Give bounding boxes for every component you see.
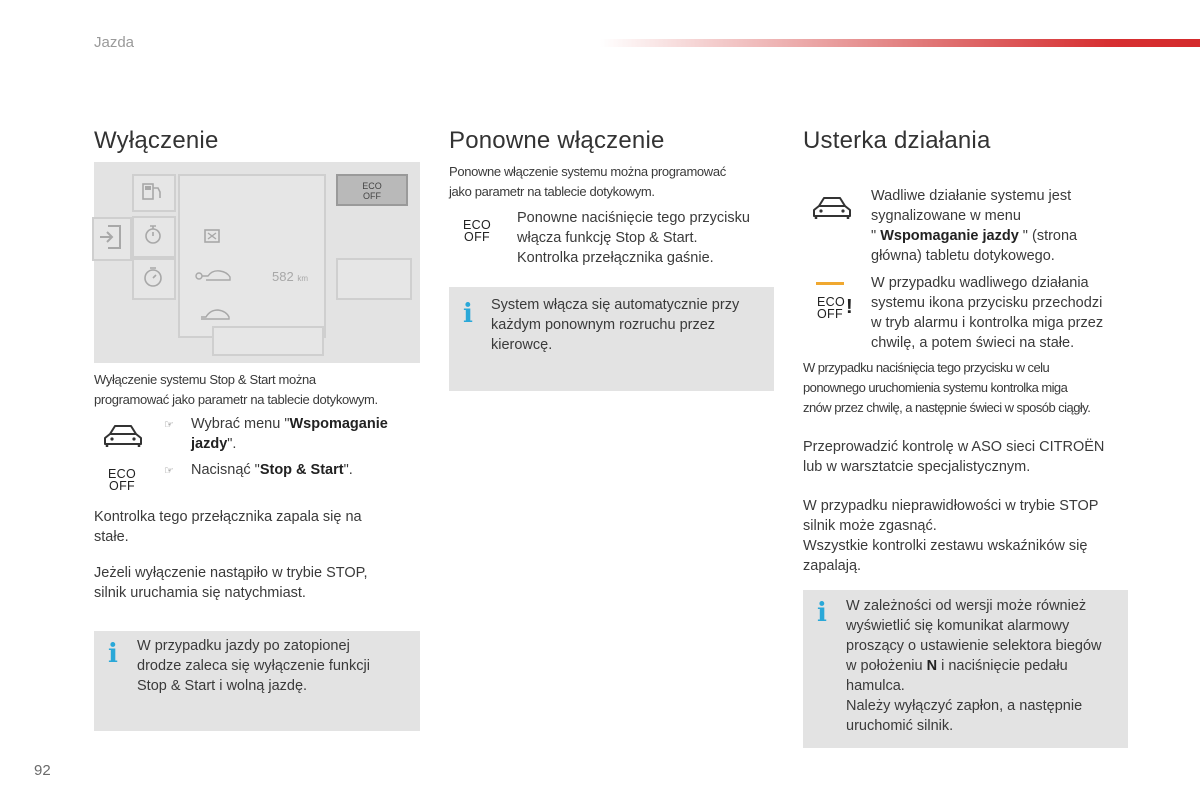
text-line: Wadliwe działanie systemu jest [871,188,1072,204]
step1-menu-name-cont: jazdy [191,436,228,452]
car-icon [101,421,145,449]
fuel-pump-icon [140,180,164,202]
col1-step2 [191,460,353,480]
step2-pre: Nacisnąć " [191,462,260,478]
info-text [491,295,739,355]
text-line: uruchomić silnik. [846,718,954,734]
car-side-icon [198,306,234,322]
text-line: silnik uruchamia się natychmiast. [94,585,306,601]
col3-paragraph-2 [871,273,1103,353]
text-line: Jeżeli wyłączenie nastąpiło w trybie STOP, [94,565,368,581]
col3-paragraph-3 [803,358,1090,418]
text-line: lub w warsztatcie specjalistycznym. [803,459,1031,475]
title-wylaczenie: Wyłączenie [94,127,219,154]
text-line: W przypadku naciśnięcia tego przycisku w celu [803,360,1050,375]
text-line: proszący o ustawienie selektora biegów [846,638,1102,654]
car-distance-icon [194,266,234,286]
screen-off-label: OFF [363,191,381,201]
text-line: stałe. [94,529,129,545]
col1-intro-line: Wyłączenie systemu Stop & Start można [94,372,316,387]
col1-intro-line: programować jako parametr na tablecie dotykowym. [94,392,378,407]
pointer-bullet-icon: ☞ [164,419,174,431]
text-fragment: i naciśnięcie pedału [937,658,1068,674]
text-line: jako parametr na tablecie dotykowym. [449,184,655,199]
text-line: System włącza się automatycznie przy [491,297,740,313]
alarm-exclamation-icon: ! [846,296,853,318]
title-usterka-dzialania: Usterka działania [803,127,991,154]
col1-paragraph-1 [94,507,362,547]
distance-readout [272,269,308,284]
menu-name: Wspomaganie jazdy [880,228,1019,244]
col3-paragraph-5 [803,496,1098,576]
step2-post: ". [343,462,353,478]
col1-paragraph-2 [94,563,367,603]
col2-paragraph [517,208,750,268]
text-fragment: " [871,228,881,244]
col2-intro [449,162,726,202]
text-line: w tryb alarmu i kontrolka miga przez [871,315,1104,331]
warning-box-icon [202,226,224,246]
text-line: silnik może zgasnąć. [803,518,937,534]
page-number: 92 [34,762,51,779]
text-line: Ponowne naciśnięcie tego przycisku [517,210,750,226]
info-text [137,636,370,696]
off-label: OFF [464,230,490,244]
section-header: Jazda [94,34,135,51]
screen-right-field [336,258,412,300]
car-icon [810,193,854,221]
text-line: ponownego uruchomienia systemu kontrolka miga [803,380,1068,395]
off-label: OFF [817,307,843,321]
screen-eco-label: ECO [362,181,382,191]
text-line: wyświetlić się komunikat alarmowy [846,618,1070,634]
gear-position: N [926,658,938,674]
text-line: W przypadku nieprawidłowości w trybie STOP [803,498,1099,514]
text-line: znów przez chwilę, a następnie świeci w sposób ciągły. [803,400,1091,415]
text-line: każdym ponownym rozruchu przez [491,317,716,333]
text-line: W zależności od wersji może również [846,598,1087,614]
text-line: W przypadku jazdy po zatopionej [137,638,350,654]
header-accent-bar [600,39,1200,47]
eco-off-alarm-icon [817,296,845,320]
info-box-col2 [449,287,774,391]
eco-label: ECO [463,218,491,232]
info-box-col3 [803,590,1128,748]
timer-icon [140,264,166,290]
info-icon: i [108,639,118,669]
touchscreen-illustration [94,162,420,363]
distance-value: 582 [272,269,294,284]
text-line: Kontrolka przełącznika gaśnie. [517,250,714,266]
eco-off-icon [108,468,136,492]
text-line: W przypadku wadliwego działania [871,275,1089,291]
info-box-col1 [94,631,420,731]
distance-unit: km [297,274,308,283]
eco-label: ECO [108,467,136,481]
col1-intro [94,370,378,410]
step1-pre: Wybrać menu " [191,416,290,432]
title-ponowne-wlaczenie: Ponowne włączenie [449,127,665,154]
step2-button-name: Stop & Start [259,462,344,478]
off-label: OFF [109,479,135,493]
text-line: drodze zaleca się wyłączenie funkcji [137,658,370,674]
text-line: kierowcę. [491,337,553,353]
col1-step1 [191,414,388,454]
text-line: Należy wyłączyć zapłon, a następnie [846,698,1083,714]
text-line: hamulca. [846,678,905,694]
col3-paragraph-4 [803,437,1104,477]
info-text [846,596,1102,736]
step1-menu-name: Wspomaganie [289,416,388,432]
text-line: Przeprowadzić kontrolę w ASO sieci CITROËN [803,439,1105,455]
eco-off-icon [463,219,491,243]
exit-icon [98,224,122,250]
step1-post: ". [227,436,237,452]
text-line: włącza funkcję Stop & Start. [517,230,698,246]
text-line: systemu ikona przycisku przechodzi [871,295,1103,311]
text-line: Wszystkie kontrolki zestawu wskaźników się [803,538,1088,554]
screen-eco-off-button [336,174,408,206]
text-fragment: w położeniu [846,658,927,674]
text-fragment: " (strona [1018,228,1078,244]
stopwatch-icon [141,222,165,246]
alarm-indicator-bar [816,282,844,285]
text-line: Stop & Start i wolną jazdę. [137,678,308,694]
text-line: główna) tabletu dotykowego. [871,248,1055,264]
text-line: sygnalizowane w menu [871,208,1021,224]
text-line: zapalają. [803,558,862,574]
screen-bottom-field [212,326,324,356]
col3-paragraph-1 [871,186,1077,266]
info-icon: i [817,598,827,628]
text-line: Kontrolka tego przełącznika zapala się na [94,509,362,525]
eco-label: ECO [817,295,845,309]
text-line: chwilę, a potem świeci na stałe. [871,335,1075,351]
info-icon: i [463,299,473,329]
pointer-bullet-icon: ☞ [164,465,174,477]
text-line: Ponowne włączenie systemu można programować [449,164,726,179]
